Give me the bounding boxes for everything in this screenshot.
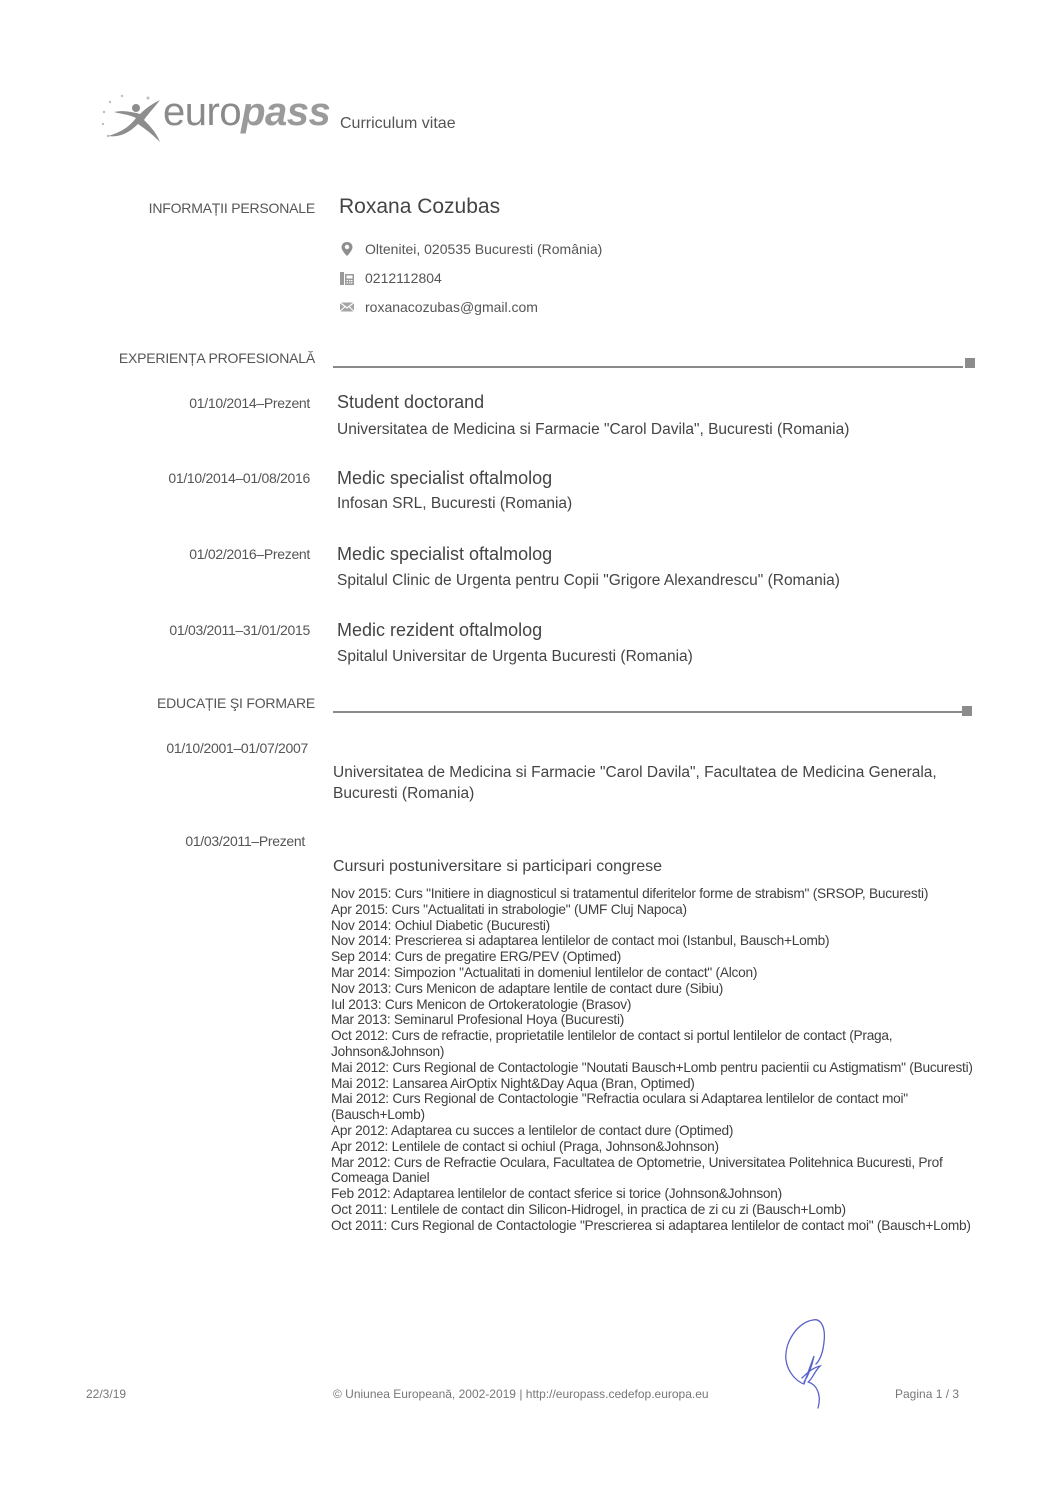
europass-figure-icon [100, 92, 170, 152]
education-institution: Universitatea de Medicina si Farmacie "Carol Davila", Facultatea de Medicina Generala, Bucuresti (Romania) [333, 764, 937, 802]
job-title: Medic rezident oftalmolog [337, 620, 543, 640]
document-title: Curriculum vitae [340, 115, 456, 132]
phone-text: 0212112804 [365, 270, 442, 286]
section-divider [333, 366, 963, 368]
address-row [339, 241, 602, 257]
email-row [339, 299, 538, 315]
email-link[interactable]: roxanacozubas@gmail.com [365, 299, 538, 315]
course-item: Apr 2012: Lentilele de contact si ochiul (Praga, Johnson&Johnson) [331, 1138, 719, 1154]
location-pin-icon [339, 241, 355, 257]
job-title: Medic specialist oftalmolog [337, 468, 553, 488]
course-item: Mai 2012: Curs Regional de Contactologie "Refractia oculara si Adaptarea lentilelor de contact moi" (Bausch+Lomb) [331, 1091, 908, 1123]
footer-copyright: © Uniunea Europeană, 2002-2019 | http://europass.cedefop.europa.eu [333, 1387, 709, 1401]
course-item: Oct 2012: Curs de refractie, proprietatile lentilelor de contact si portul lentilelor de contact (Praga, Johnson&Johnson) [331, 1028, 893, 1059]
course-item: Apr 2012: Adaptarea cu succes a lentilelor de contact dure (Optimed) [331, 1122, 734, 1138]
section-divider [333, 711, 965, 713]
handwritten-signature [768, 1312, 848, 1412]
person-name: Roxana Cozubas [339, 195, 501, 218]
logo-euro-text: euro [163, 90, 242, 134]
logo-pass-text: pass [241, 90, 331, 134]
section-label-experience: EXPERIENȚA PROFESIONALĂ [118, 350, 315, 366]
experience-dates: 01/10/2014–Prezent [189, 395, 310, 411]
experience-dates: 01/02/2016–Prezent [189, 546, 310, 562]
course-item: Mar 2014: Simpozion "Actualitati in domeniul lentilelor de contact" (Alcon) [331, 964, 758, 980]
job-employer: Spitalul Universitar de Urgenta Bucuresti (Romania) [337, 648, 693, 665]
course-item: Oct 2011: Curs Regional de Contactologie "Prescrierea si adaptarea lentilelor de contact moi" (Bausch+Lomb) [331, 1217, 971, 1233]
job-title: Student doctorand [337, 392, 485, 412]
course-item: Sep 2014: Curs de pregatire ERG/PEV (Optimed) [331, 949, 622, 965]
course-item: Oct 2011: Lentilele de contact din Silicon-Hidrogel, in practica de zi cu zi (Bausch+Lomb) [331, 1201, 846, 1217]
education-dates: 01/03/2011–Prezent [185, 833, 305, 849]
job-title: Medic specialist oftalmolog [337, 544, 553, 564]
courses-list [331, 886, 991, 1234]
phone-row [339, 270, 442, 286]
footer-date: 22/3/19 [86, 1387, 127, 1401]
experience-dates: 01/10/2014–01/08/2016 [168, 470, 310, 486]
education-dates: 01/10/2001–01/07/2007 [166, 740, 308, 756]
experience-dates: 01/03/2011–31/01/2015 [169, 622, 310, 638]
course-item: Mai 2012: Curs Regional de Contactologie "Noutati Bausch+Lomb pentru pacientii cu Astigmatism" (Bucuresti) [331, 1059, 973, 1075]
section-marker-icon [962, 706, 972, 716]
section-marker-icon [965, 358, 975, 368]
course-item: Apr 2015: Curs "Actualitati in strabologie" (UMF Cluj Napoca) [331, 901, 687, 917]
course-item: Nov 2013: Curs Menicon de adaptare lentile de contact dure (Sibiu) [331, 980, 724, 996]
job-employer: Universitatea de Medicina si Farmacie "Carol Davila", Bucuresti (Romania) [337, 421, 850, 438]
course-item: Mar 2012: Curs de Refractie Oculara, Facultatea de Optometrie, Universitatea Politehnica Bucuresti, Prof Comeaga Daniel [331, 1154, 943, 1186]
courses-heading: Cursuri postuniversitare si participari congrese [333, 858, 663, 875]
course-item: Mar 2013: Seminarul Profesional Hoya (Bucuresti) [331, 1012, 625, 1028]
course-item: Nov 2014: Prescrierea si adaptarea lentilelor de contact moi (Istanbul, Bausch+Lomb) [331, 933, 830, 949]
course-item: Feb 2012: Adaptarea lentilelor de contact sferice si torice (Johnson&Johnson) [331, 1186, 782, 1202]
course-item: Iul 2013: Curs Menicon de Ortokeratologie (Brasov) [331, 996, 632, 1012]
section-label-personal-info: INFORMAȚII PERSONALE [148, 200, 315, 216]
envelope-icon [339, 299, 355, 315]
job-employer: Spitalul Clinic de Urgenta pentru Copii "Grigore Alexandrescu" (Romania) [337, 572, 840, 589]
course-item: Nov 2014: Ochiul Diabetic (Bucuresti) [331, 917, 550, 933]
course-item: Nov 2015: Curs "Initiere in diagnosticul si tratamentul diferitelor forme de strabism" (SRSOP, Bucuresti) [331, 886, 929, 901]
phone-icon [339, 270, 355, 286]
address-text: Oltenitei, 020535 Bucuresti (România) [365, 241, 603, 257]
section-label-education: EDUCAȚIE ŞI FORMARE [157, 695, 315, 711]
job-employer: Infosan SRL, Bucuresti (Romania) [337, 495, 573, 512]
course-item: Mai 2012: Lansarea AirOptix Night&Day Aqua (Bran, Optimed) [331, 1075, 695, 1091]
page-number: Pagina 1 / 3 [895, 1387, 960, 1401]
europass-wordmark [163, 90, 330, 135]
